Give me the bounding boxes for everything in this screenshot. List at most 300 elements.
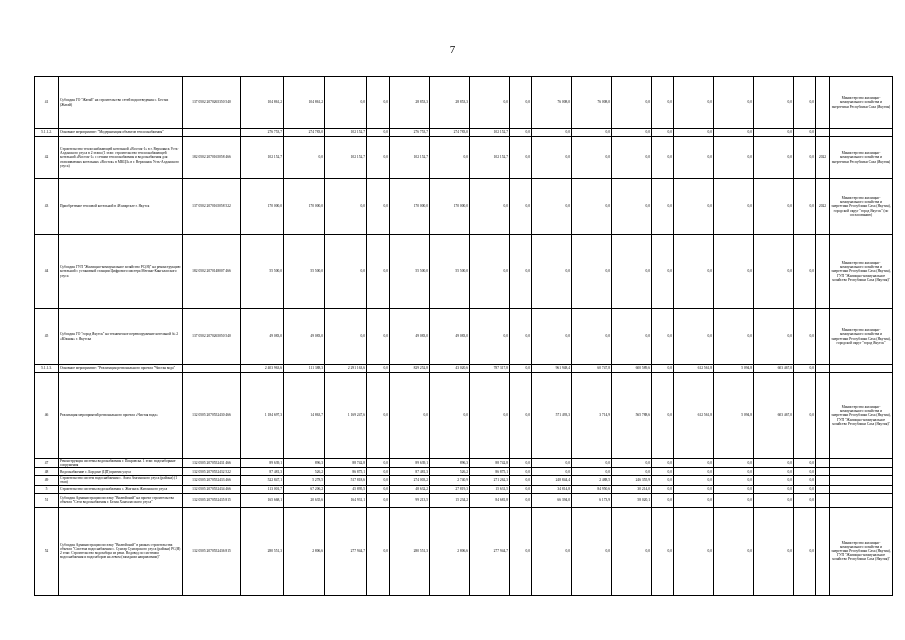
amount-cell: 5 278,5: [284, 476, 325, 485]
year-cell: [816, 507, 830, 595]
table-row: [35, 77, 893, 129]
description-cell: Строительство теплоснабжающей котельной «Восток-1» в г. Верхоянск Усть-Алданского улуса в 2 этапа (1 этап: строительство теплоснабжающей котельной «Восток-1» с сетями теплоснабжения и водоснабжения для отапливаемых котельных «Восток» в МКЦЗ» в г. Верхоянск Усть-Алданского улуса): [59, 137, 183, 179]
amount-cell: 0,0: [367, 373, 390, 459]
amount-cell: 0,0: [532, 129, 572, 137]
amount-cell: 0,0: [510, 468, 532, 476]
amount-cell: 0,0: [714, 77, 754, 129]
amount-cell: 0,0: [714, 507, 754, 595]
amount-cell: 0,0: [367, 179, 390, 235]
amount-cell: 0,0: [714, 235, 754, 309]
budget-code-cell: 132 0505 2070552432 522: [183, 468, 241, 476]
budget-code-cell: 182 0502 2070165058 466: [183, 137, 241, 179]
amount-cell: 43 020,6: [430, 365, 470, 373]
amount-cell: 0,0: [754, 485, 794, 493]
amount-cell: 0,0: [510, 476, 532, 485]
amount-cell: 0,0: [532, 507, 572, 595]
responsible-cell: [830, 365, 893, 373]
amount-cell: 274 003,2: [390, 476, 430, 485]
amount-cell: 0,0: [430, 373, 470, 459]
amount-cell: 0,0: [572, 459, 612, 468]
amount-cell: 15 234,2: [430, 493, 470, 507]
row-number-cell: 43: [35, 179, 59, 235]
amount-cell: 55 500,0: [390, 235, 430, 309]
budget-code-cell: 132 0505 2070552433 466: [183, 476, 241, 485]
amount-cell: 0,0: [754, 129, 794, 137]
amount-cell: 0,0: [572, 235, 612, 309]
budget-code-cell: 132 0505 2070552436 815: [183, 507, 241, 595]
amount-cell: 60 747,8: [572, 365, 612, 373]
table-row: [35, 459, 893, 468]
row-number-cell: 47: [35, 459, 59, 468]
amount-cell: 0,0: [674, 468, 714, 476]
description-cell: Приобретение тепловой котельной в 48 квартале г. Якутск: [59, 179, 183, 235]
responsible-cell: [830, 459, 893, 468]
amount-cell: 0,0: [652, 373, 674, 459]
amount-cell: 104 861,2: [284, 77, 325, 129]
amount-cell: 0,0: [674, 309, 714, 365]
amount-cell: 58 020,1: [612, 493, 652, 507]
amount-cell: 102 152,7: [470, 137, 510, 179]
amount-cell: 280 551,3: [241, 507, 284, 595]
row-number-cell: 5.1.1.3.: [35, 365, 59, 373]
budget-code-cell: 132 0505 2070552435 815: [183, 493, 241, 507]
amount-cell: 0,0: [572, 137, 612, 179]
amount-cell: 0,0: [794, 468, 816, 476]
amount-cell: 0,0: [510, 493, 532, 507]
amount-cell: 84 681,8: [470, 493, 510, 507]
amount-cell: 0,0: [367, 459, 390, 468]
amount-cell: 28 853,3: [430, 77, 470, 129]
table-row: [35, 476, 893, 485]
amount-cell: 89 639,1: [241, 459, 284, 468]
amount-cell: 0,0: [612, 129, 652, 137]
amount-cell: 0,0: [572, 309, 612, 365]
amount-cell: 0,0: [794, 365, 816, 373]
amount-cell: 600 589,6: [612, 365, 652, 373]
amount-cell: 0,0: [674, 77, 714, 129]
amount-cell: 0,0: [390, 373, 430, 459]
amount-cell: 0,0: [612, 137, 652, 179]
amount-cell: 48 632,2: [390, 485, 430, 493]
responsible-cell: [830, 468, 893, 476]
responsible-cell: Министерство жилищно-коммунального хозяйства и энергетики Республики Саха (Якутия), ГУП "Жилищно-коммунальное хозяйство Республики Саха (Якутия)": [830, 507, 893, 595]
amount-cell: 0,0: [794, 373, 816, 459]
amount-cell: 165 668,1: [241, 493, 284, 507]
responsible-cell: [830, 476, 893, 485]
amount-cell: 0,0: [367, 476, 390, 485]
amount-cell: 0,0: [754, 179, 794, 235]
amount-cell: 49 083,0: [390, 309, 430, 365]
amount-cell: 0,0: [794, 179, 816, 235]
amount-cell: 0,0: [794, 77, 816, 129]
amount-cell: 0,0: [714, 179, 754, 235]
amount-cell: 276 753,7: [241, 129, 284, 137]
year-cell: [816, 77, 830, 129]
table-row: [35, 235, 893, 309]
amount-cell: 0,0: [794, 129, 816, 137]
amount-cell: 271 262,3: [470, 476, 510, 485]
year-cell: [816, 365, 830, 373]
amount-cell: 45 895,5: [325, 485, 367, 493]
year-cell: [816, 129, 830, 137]
amount-cell: 2 740,9: [430, 476, 470, 485]
amount-cell: 0,0: [794, 476, 816, 485]
amount-cell: 5 094,8: [714, 365, 754, 373]
amount-cell: 0,0: [714, 459, 754, 468]
row-number-cell: 45: [35, 309, 59, 365]
amount-cell: 0,0: [367, 77, 390, 129]
year-cell: [816, 235, 830, 309]
year-cell: [816, 373, 830, 459]
amount-cell: 102 152,7: [325, 129, 367, 137]
amount-cell: 0,0: [612, 507, 652, 595]
amount-cell: 517 818,6: [325, 476, 367, 485]
amount-cell: 0,0: [652, 235, 674, 309]
amount-cell: 0,0: [674, 137, 714, 179]
budget-code-cell: 132 0505 2070552434 466: [183, 485, 241, 493]
description-cell: Субсидия ГО "город Якутск" на техническое перевооружение котельной № 2 «Южная» г. Якутска: [59, 309, 183, 365]
amount-cell: 0,0: [470, 179, 510, 235]
budget-code-cell: 137 0502 2070265050 540: [183, 309, 241, 365]
amount-cell: 0,0: [754, 137, 794, 179]
amount-cell: 0,0: [572, 129, 612, 137]
table-row: [35, 468, 893, 476]
responsible-cell: Министерство жилищно-коммунального хозяйства и энергетики Республики Саха (Якутия), ГУП "Жилищно-коммунальное хозяйство Республики Саха (Якутия)": [830, 235, 893, 309]
amount-cell: 0,0: [532, 468, 572, 476]
responsible-cell: [830, 129, 893, 137]
amount-cell: 0,0: [652, 485, 674, 493]
amount-cell: 55 500,0: [284, 235, 325, 309]
amount-cell: 20 635,6: [284, 493, 325, 507]
amount-cell: 277 944,7: [325, 507, 367, 595]
amount-cell: 0,0: [367, 507, 390, 595]
amount-cell: 0,0: [652, 468, 674, 476]
amount-cell: 0,0: [754, 507, 794, 595]
description-cell: Реконструкция системы водоснабжения г. Покровска. 1 этап: водозаборные сооружения: [59, 459, 183, 468]
amount-cell: 0,0: [652, 459, 674, 468]
amount-cell: 246 355,9: [612, 476, 652, 485]
amount-cell: 0,0: [674, 179, 714, 235]
amount-cell: 0,0: [325, 235, 367, 309]
amount-cell: 0,0: [367, 129, 390, 137]
amount-cell: 0,0: [754, 459, 794, 468]
amount-cell: 0,0: [674, 485, 714, 493]
amount-cell: 111 388,3: [284, 365, 325, 373]
amount-cell: 0,0: [652, 507, 674, 595]
amount-cell: 0,0: [652, 476, 674, 485]
amount-cell: 0,0: [367, 365, 390, 373]
amount-cell: 3 714,9: [572, 373, 612, 459]
amount-cell: 0,0: [470, 235, 510, 309]
amount-cell: 0,0: [714, 476, 754, 485]
amount-cell: 55 500,0: [430, 235, 470, 309]
amount-cell: 15 631,5: [470, 485, 510, 493]
amount-cell: 0,0: [532, 309, 572, 365]
amount-cell: 49 083,0: [241, 309, 284, 365]
amount-cell: 113 001,7: [241, 485, 284, 493]
year-cell: [816, 468, 830, 476]
description-cell: Субсидия ГУП "Жилищно-коммунальное хозяйство РС(Я)" на реконструкцию котельной с установкой станции Цифрового мастера Мегино-Кангаласского улуса: [59, 235, 183, 309]
amount-cell: 49 083,0: [284, 309, 325, 365]
description-cell: Строительство систем водоснабжения с. Амга Амгинского улуса (района) (1 этап): [59, 476, 183, 485]
responsible-cell: Министерство жилищно-коммунального хозяйства и энергетики Республики Саха (Якутия), ГУП "Жилищно-коммунальное хозяйство Республики Саха (Якутия)": [830, 373, 893, 459]
amount-cell: 0,0: [367, 235, 390, 309]
table-row: [35, 365, 893, 373]
amount-cell: 0,0: [674, 459, 714, 468]
amount-cell: 0,0: [612, 179, 652, 235]
row-number-cell: 51: [35, 493, 59, 507]
amount-cell: 0,0: [612, 309, 652, 365]
amount-cell: 0,0: [754, 77, 794, 129]
year-cell: [816, 459, 830, 468]
table-row: [35, 179, 893, 235]
amount-cell: 0,0: [652, 179, 674, 235]
amount-cell: 0,0: [532, 235, 572, 309]
amount-cell: 5 094,8: [714, 373, 754, 459]
amount-cell: 0,0: [510, 373, 532, 459]
amount-cell: 0,0: [572, 507, 612, 595]
amount-cell: 67 206,2: [284, 485, 325, 493]
budget-code-cell: [183, 365, 241, 373]
budget-code-cell: 132 0505 2070552431 466: [183, 459, 241, 468]
amount-cell: 603 467,0: [754, 365, 794, 373]
year-cell: 2022: [816, 137, 830, 179]
amount-cell: 612 561,8: [674, 365, 714, 373]
amount-cell: 2 806,6: [430, 507, 470, 595]
amount-cell: 170 000,0: [241, 179, 284, 235]
amount-cell: 0,0: [510, 235, 532, 309]
amount-cell: 896,3: [430, 459, 470, 468]
description-cell: Субсидия ГО "Жатай" на строительство сетей водоотведения с. Бестях (Жатай): [59, 77, 183, 129]
year-cell: [816, 485, 830, 493]
amount-cell: 102 152,7: [390, 137, 430, 179]
table-row: [35, 129, 893, 137]
amount-cell: 0,0: [510, 485, 532, 493]
amount-cell: 274 783,0: [430, 129, 470, 137]
description-cell: Субсидия Администрации поселку "Вилюйский" в рамках строительства объекта "Система водоснабжения с. Сунтар Сунтарского улуса (района) РС(Я) 2 этап: Строительство водозабора из реки. Водовод по системам водоснабжения и водозаборов на левом (западном направлении)": [59, 507, 183, 595]
responsible-cell: Министерство жилищно-коммунального хозяйства и энергетики Республики Саха (Якутия), городской округ "город Якутск" (по согласованию): [830, 179, 893, 235]
amount-cell: 0,0: [674, 507, 714, 595]
amount-cell: 2 291 163,6: [325, 365, 367, 373]
amount-cell: 102 152,7: [325, 137, 367, 179]
amount-cell: 87 481,3: [241, 468, 284, 476]
amount-cell: 1 169 247,6: [325, 373, 367, 459]
amount-cell: 76 008,0: [572, 77, 612, 129]
table-row: [35, 493, 893, 507]
amount-cell: 0,0: [652, 137, 674, 179]
amount-cell: 0,0: [794, 493, 816, 507]
table-row: [35, 309, 893, 365]
amount-cell: 0,0: [367, 485, 390, 493]
description-cell: Водоснабжение с. Бордонг (ЦП) приема улуса: [59, 468, 183, 476]
table-row: [35, 373, 893, 459]
table-row: [35, 137, 893, 179]
amount-cell: 0,0: [367, 493, 390, 507]
amount-cell: 0,0: [470, 373, 510, 459]
amount-cell: 170 000,0: [430, 179, 470, 235]
amount-cell: 0,0: [652, 77, 674, 129]
amount-cell: 0,0: [652, 129, 674, 137]
amount-cell: 0,0: [325, 77, 367, 129]
amount-cell: 99 213,5: [390, 493, 430, 507]
responsible-cell: [830, 485, 893, 493]
table-row: [35, 485, 893, 493]
year-cell: [816, 493, 830, 507]
amount-cell: 0,0: [367, 309, 390, 365]
amount-cell: 526,2: [430, 468, 470, 476]
amount-cell: 88 742,8: [325, 459, 367, 468]
amount-cell: 0,0: [532, 179, 572, 235]
amount-cell: 787 317,8: [470, 365, 510, 373]
description-cell: Субсидия Администрации поселку "Вилюйский" на проект строительства объекта "Сети водоснабжения г. Белая Хангаласского улуса": [59, 493, 183, 507]
amount-cell: 0,0: [714, 468, 754, 476]
description-cell: Строительство системы водоснабжения с. Жиганск Жиганского улуса: [59, 485, 183, 493]
amount-cell: 0,0: [325, 179, 367, 235]
amount-cell: 89 639,1: [390, 459, 430, 468]
amount-cell: 0,0: [510, 137, 532, 179]
amount-cell: 0,0: [612, 459, 652, 468]
amount-cell: 522 847,1: [241, 476, 284, 485]
amount-cell: 0,0: [510, 179, 532, 235]
amount-cell: 102 152,7: [470, 129, 510, 137]
amount-cell: 612 561,8: [674, 373, 714, 459]
amount-cell: 170 000,0: [390, 179, 430, 235]
amount-cell: 0,0: [652, 309, 674, 365]
row-number-cell: 5: [35, 485, 59, 493]
amount-cell: 280 551,3: [390, 507, 430, 595]
amount-cell: 2 806,6: [284, 507, 325, 595]
amount-cell: 28 853,3: [390, 77, 430, 129]
amount-cell: 0,0: [572, 179, 612, 235]
amount-cell: 896,3: [284, 459, 325, 468]
responsible-cell: Министерство жилищно-коммунального хозяйства и энергетики Республики Саха (Якутия): [830, 137, 893, 179]
amount-cell: 0,0: [367, 137, 390, 179]
amount-cell: 0,0: [674, 476, 714, 485]
amount-cell: 30 214,0: [612, 485, 652, 493]
amount-cell: 0,0: [714, 485, 754, 493]
amount-cell: 0,0: [714, 493, 754, 507]
amount-cell: 0,0: [510, 365, 532, 373]
description-cell: Реализация мероприятий регионального проекта «Чистая вода»: [59, 373, 183, 459]
responsible-cell: Министерство жилищно-коммунального хозяйства и энергетики Республики Саха (Якутия), городской округ "город Якутск": [830, 309, 893, 365]
row-number-cell: 48: [35, 468, 59, 476]
budget-code-cell: 137 0502 2070265350 540: [183, 77, 241, 129]
table-row: [35, 507, 893, 595]
amount-cell: 76 008,0: [532, 77, 572, 129]
amount-cell: 0,0: [652, 493, 674, 507]
amount-cell: 88 742,8: [470, 459, 510, 468]
amount-cell: 34 814,8: [532, 485, 572, 493]
amount-cell: 0,0: [794, 507, 816, 595]
amount-cell: 571 493,3: [532, 373, 572, 459]
amount-cell: 0,0: [572, 468, 612, 476]
amount-cell: 0,0: [754, 476, 794, 485]
amount-cell: 0,0: [794, 485, 816, 493]
amount-cell: 164 931,1: [325, 493, 367, 507]
amount-cell: 0,0: [754, 493, 794, 507]
responsible-cell: Министерство жилищно-коммунального хозяйства и энергетики Республики Саха (Якутия): [830, 77, 893, 129]
amount-cell: 961 948,4: [532, 365, 572, 373]
amount-cell: 87 481,3: [390, 468, 430, 476]
row-number-cell: 41: [35, 77, 59, 129]
year-cell: 2022: [816, 179, 830, 235]
amount-cell: 0,0: [367, 468, 390, 476]
description-cell: Основное мероприятие: "Модернизация объектов теплоснабжения": [59, 129, 183, 137]
responsible-cell: [830, 493, 893, 507]
amount-cell: 49 083,0: [430, 309, 470, 365]
amount-cell: 526,2: [284, 468, 325, 476]
budget-table: [34, 76, 893, 596]
description-cell: Основное мероприятие: "Реализация регионального проекта "Чистая вода": [59, 365, 183, 373]
amount-cell: 0,0: [674, 129, 714, 137]
amount-cell: 0,0: [284, 137, 325, 179]
amount-cell: 0,0: [430, 137, 470, 179]
amount-cell: 14 863,7: [284, 373, 325, 459]
amount-cell: 0,0: [510, 507, 532, 595]
amount-cell: 829 252,8: [390, 365, 430, 373]
amount-cell: 55 500,0: [241, 235, 284, 309]
amount-cell: 0,0: [714, 129, 754, 137]
amount-cell: 1 184 697,3: [241, 373, 284, 459]
page-number: 7: [449, 44, 456, 56]
budget-code-cell: 132 0505 2070552430 466: [183, 373, 241, 459]
amount-cell: 276 753,7: [390, 129, 430, 137]
amount-cell: 603 467,0: [754, 373, 794, 459]
row-number-cell: 49: [35, 476, 59, 485]
budget-code-cell: 182 0502 2070148007 466: [183, 235, 241, 309]
amount-cell: 170 000,0: [284, 179, 325, 235]
amount-cell: 0,0: [794, 235, 816, 309]
amount-cell: 0,0: [612, 235, 652, 309]
amount-cell: 0,0: [612, 468, 652, 476]
amount-cell: 6 173,9: [572, 493, 612, 507]
amount-cell: 0,0: [510, 309, 532, 365]
amount-cell: 0,0: [612, 77, 652, 129]
amount-cell: 0,0: [754, 468, 794, 476]
amount-cell: 0,0: [510, 129, 532, 137]
row-number-cell: 52: [35, 507, 59, 595]
amount-cell: 0,0: [754, 309, 794, 365]
amount-cell: 0,0: [674, 493, 714, 507]
amount-cell: 0,0: [510, 459, 532, 468]
amount-cell: 0,0: [532, 137, 572, 179]
amount-cell: 0,0: [794, 137, 816, 179]
amount-cell: 104 861,2: [241, 77, 284, 129]
amount-cell: 102 152,7: [241, 137, 284, 179]
amount-cell: 0,0: [325, 309, 367, 365]
amount-cell: 86 875,1: [470, 468, 510, 476]
amount-cell: 2 403 963,6: [241, 365, 284, 373]
year-cell: [816, 309, 830, 365]
amount-cell: 0,0: [652, 365, 674, 373]
amount-cell: 0,0: [754, 235, 794, 309]
row-number-cell: 46: [35, 373, 59, 459]
row-number-cell: 44: [35, 235, 59, 309]
amount-cell: 84 950,6: [572, 485, 612, 493]
amount-cell: 0,0: [532, 459, 572, 468]
amount-cell: 0,0: [470, 309, 510, 365]
amount-cell: 0,0: [794, 459, 816, 468]
amount-cell: 0,0: [794, 309, 816, 365]
amount-cell: 0,0: [470, 77, 510, 129]
year-cell: [816, 476, 830, 485]
amount-cell: 0,0: [714, 309, 754, 365]
amount-cell: 565 788,6: [612, 373, 652, 459]
row-number-cell: 5.1.1.2.: [35, 129, 59, 137]
amount-cell: 0,0: [714, 137, 754, 179]
amount-cell: 277 944,7: [470, 507, 510, 595]
budget-code-cell: [183, 129, 241, 137]
